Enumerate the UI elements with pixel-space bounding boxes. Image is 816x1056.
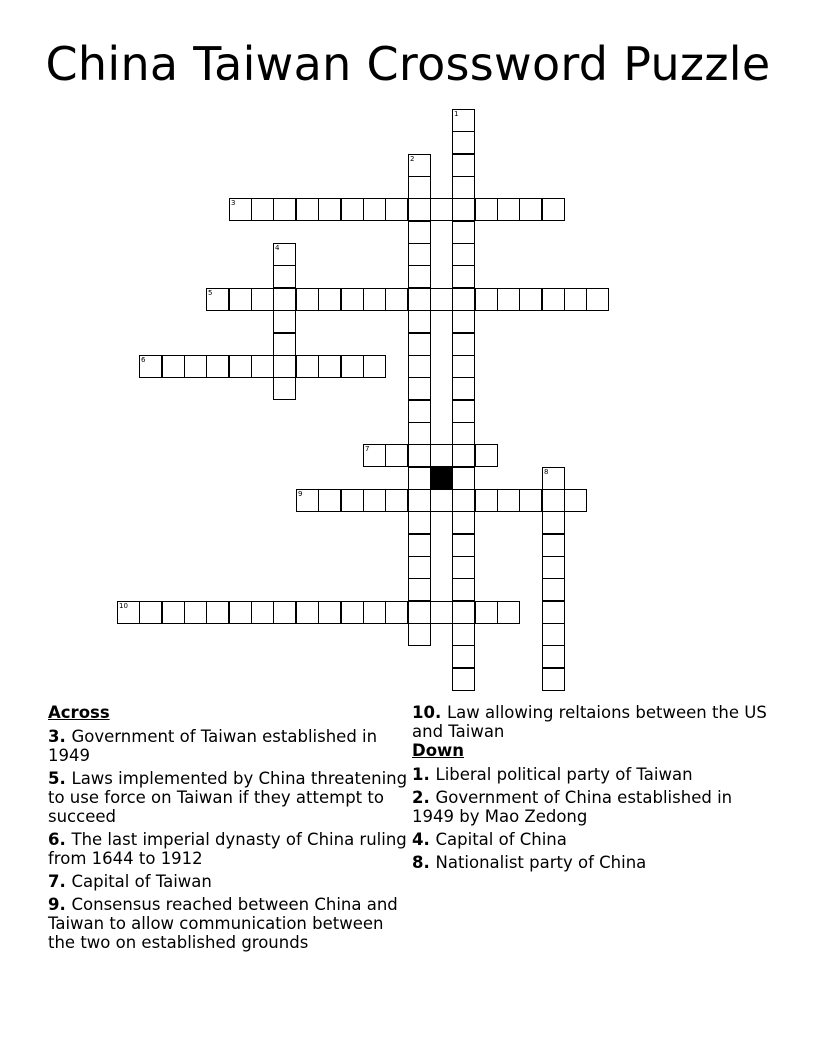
- grid-cell[interactable]: [273, 288, 296, 311]
- grid-cell[interactable]: [452, 198, 475, 221]
- grid-cell[interactable]: [452, 131, 475, 154]
- grid-cell[interactable]: [430, 444, 453, 467]
- grid-cell[interactable]: [519, 288, 542, 311]
- grid-cell[interactable]: [497, 198, 520, 221]
- grid-cell[interactable]: [452, 645, 475, 668]
- grid-cell[interactable]: [139, 355, 162, 378]
- cell-number: 6: [141, 356, 146, 364]
- grid-cell[interactable]: [408, 534, 431, 557]
- grid-cell[interactable]: [430, 601, 453, 624]
- clue-number: 4.: [412, 830, 436, 849]
- cell-number: 2: [410, 155, 415, 163]
- grid-cell[interactable]: [251, 601, 274, 624]
- across-clue: [48, 895, 408, 952]
- down-clue: [412, 853, 772, 872]
- grid-cell[interactable]: [251, 288, 274, 311]
- grid-cell[interactable]: [452, 176, 475, 199]
- clues-column-right: [412, 703, 772, 876]
- cell-number: 1: [454, 110, 459, 118]
- grid-cell[interactable]: [341, 489, 364, 512]
- cell-number: 4: [275, 244, 280, 252]
- across-clue: [48, 727, 408, 765]
- grid-cell[interactable]: [430, 198, 453, 221]
- black-cell: [430, 467, 453, 490]
- down-clue: [412, 830, 772, 849]
- grid-cell[interactable]: [519, 489, 542, 512]
- grid-cell[interactable]: [408, 601, 431, 624]
- clue-number: 6.: [48, 830, 72, 849]
- clue-text: Capital of Taiwan: [71, 872, 212, 891]
- grid-cell[interactable]: [452, 601, 475, 624]
- down-heading: Down: [412, 741, 465, 760]
- grid-cell[interactable]: [229, 198, 252, 221]
- grid-cell[interactable]: [162, 601, 185, 624]
- clue-number: 5.: [48, 769, 72, 788]
- grid-cell[interactable]: [452, 221, 475, 244]
- grid-cell[interactable]: [385, 601, 408, 624]
- grid-cell[interactable]: [586, 288, 609, 311]
- grid-cell[interactable]: [363, 444, 386, 467]
- grid-cell[interactable]: [408, 377, 431, 400]
- grid-cell[interactable]: [363, 288, 386, 311]
- grid-cell[interactable]: [229, 355, 252, 378]
- grid-cell[interactable]: [184, 601, 207, 624]
- grid-cell[interactable]: [452, 288, 475, 311]
- grid-cell[interactable]: [497, 489, 520, 512]
- grid-cell[interactable]: [273, 377, 296, 400]
- grid-cell[interactable]: [341, 198, 364, 221]
- grid-cell[interactable]: [273, 243, 296, 266]
- grid-cell[interactable]: [452, 578, 475, 601]
- cell-number: 9: [298, 490, 303, 498]
- grid-cell[interactable]: [542, 668, 565, 691]
- cell-number: 8: [544, 468, 549, 476]
- grid-cell[interactable]: [273, 265, 296, 288]
- clue-text: Government of Taiwan established in 1949: [48, 727, 378, 765]
- grid-cell[interactable]: [318, 198, 341, 221]
- grid-cell[interactable]: [452, 310, 475, 333]
- grid-cell[interactable]: [408, 578, 431, 601]
- grid-cell[interactable]: [542, 288, 565, 311]
- grid-cell[interactable]: [497, 601, 520, 624]
- grid-cell[interactable]: [385, 288, 408, 311]
- grid-cell[interactable]: [206, 355, 229, 378]
- cell-number: 5: [208, 289, 213, 297]
- grid-cell[interactable]: [475, 288, 498, 311]
- grid-cell[interactable]: [408, 154, 431, 177]
- grid-cell[interactable]: [564, 489, 587, 512]
- across-clue: [412, 703, 772, 741]
- grid-cell[interactable]: [430, 489, 453, 512]
- grid-cell[interactable]: [475, 601, 498, 624]
- grid-cell[interactable]: [206, 601, 229, 624]
- grid-cell[interactable]: [117, 601, 140, 624]
- grid-cell[interactable]: [363, 198, 386, 221]
- grid-cell[interactable]: [363, 489, 386, 512]
- grid-cell[interactable]: [564, 288, 587, 311]
- grid-cell[interactable]: [452, 511, 475, 534]
- grid-cell[interactable]: [542, 198, 565, 221]
- grid-cell[interactable]: [318, 489, 341, 512]
- grid-cell[interactable]: [296, 198, 319, 221]
- grid-cell[interactable]: [408, 355, 431, 378]
- grid-cell[interactable]: [408, 489, 431, 512]
- grid-cell[interactable]: [184, 355, 207, 378]
- grid-cell[interactable]: [408, 198, 431, 221]
- grid-cell[interactable]: [408, 176, 431, 199]
- clue-number: 3.: [48, 727, 72, 746]
- grid-cell[interactable]: [296, 489, 319, 512]
- grid-cell[interactable]: [452, 422, 475, 445]
- grid-cell[interactable]: [341, 288, 364, 311]
- grid-cell[interactable]: [452, 265, 475, 288]
- grid-cell[interactable]: [251, 355, 274, 378]
- clue-text: The last imperial dynasty of China ruling from 1644 to 1912: [48, 830, 407, 868]
- grid-cell[interactable]: [408, 422, 431, 445]
- grid-cell[interactable]: [385, 444, 408, 467]
- grid-cell[interactable]: [408, 556, 431, 579]
- grid-cell[interactable]: [452, 109, 475, 132]
- clue-number: 2.: [412, 788, 436, 807]
- grid-cell[interactable]: [363, 601, 386, 624]
- grid-cell[interactable]: [408, 333, 431, 356]
- grid-cell[interactable]: [229, 288, 252, 311]
- clue-text: Laws implemented by China threatening to use force on Taiwan if they attempt to succeed: [48, 769, 408, 826]
- grid-cell[interactable]: [408, 467, 431, 490]
- across-heading: Across: [48, 703, 110, 722]
- clue-number: 9.: [48, 895, 72, 914]
- grid-cell[interactable]: [408, 310, 431, 333]
- grid-cell[interactable]: [385, 198, 408, 221]
- grid-cell[interactable]: [273, 355, 296, 378]
- grid-cell[interactable]: [251, 198, 274, 221]
- across-clue: [48, 769, 408, 826]
- clues-column-left: [48, 703, 408, 956]
- grid-cell[interactable]: [273, 601, 296, 624]
- grid-cell[interactable]: [452, 534, 475, 557]
- grid-cell[interactable]: [452, 467, 475, 490]
- grid-cell[interactable]: [452, 243, 475, 266]
- grid-cell[interactable]: [542, 601, 565, 624]
- grid-cell[interactable]: [452, 444, 475, 467]
- grid-cell[interactable]: [318, 288, 341, 311]
- clue-number: 1.: [412, 765, 436, 784]
- grid-cell[interactable]: [475, 444, 498, 467]
- grid-cell[interactable]: [273, 198, 296, 221]
- grid-cell[interactable]: [542, 511, 565, 534]
- grid-cell[interactable]: [542, 645, 565, 668]
- grid-cell[interactable]: [542, 556, 565, 579]
- puzzle-title: China Taiwan Crossword Puzzle: [45, 37, 771, 91]
- grid-cell[interactable]: [318, 601, 341, 624]
- grid-cell[interactable]: [542, 534, 565, 557]
- clue-text: Capital of China: [435, 830, 567, 849]
- grid-cell[interactable]: [475, 489, 498, 512]
- grid-cell[interactable]: [452, 154, 475, 177]
- clue-number: 10.: [412, 703, 447, 722]
- grid-cell[interactable]: [542, 467, 565, 490]
- grid-cell[interactable]: [452, 668, 475, 691]
- grid-cell[interactable]: [452, 333, 475, 356]
- cell-number: 3: [231, 199, 236, 207]
- clue-text: Consensus reached between China and Taiwan to allow communication between the two on established grounds: [48, 895, 398, 952]
- clue-text: Liberal political party of Taiwan: [435, 765, 693, 784]
- clue-text: Nationalist party of China: [435, 853, 647, 872]
- grid-cell[interactable]: [408, 511, 431, 534]
- clue-number: 7.: [48, 872, 72, 891]
- grid-cell[interactable]: [341, 601, 364, 624]
- grid-cell[interactable]: [430, 288, 453, 311]
- grid-cell[interactable]: [408, 400, 431, 423]
- grid-cell[interactable]: [542, 489, 565, 512]
- grid-cell[interactable]: [542, 623, 565, 646]
- grid-cell[interactable]: [229, 601, 252, 624]
- grid-cell[interactable]: [519, 198, 542, 221]
- clue-number: 8.: [412, 853, 436, 872]
- grid-cell[interactable]: [408, 288, 431, 311]
- grid-cell[interactable]: [452, 489, 475, 512]
- cell-number: 10: [119, 602, 128, 610]
- cell-number: 7: [365, 445, 370, 453]
- grid-cell[interactable]: [363, 355, 386, 378]
- grid-cell[interactable]: [452, 377, 475, 400]
- grid-cell[interactable]: [341, 355, 364, 378]
- grid-cell[interactable]: [408, 444, 431, 467]
- grid-cell[interactable]: [408, 243, 431, 266]
- grid-cell[interactable]: [296, 355, 319, 378]
- grid-cell[interactable]: [296, 288, 319, 311]
- grid-cell[interactable]: [296, 601, 319, 624]
- down-clue: [412, 765, 772, 784]
- clue-text: Law allowing reltaions between the US and Taiwan: [412, 703, 767, 741]
- grid-cell[interactable]: [542, 578, 565, 601]
- grid-cell[interactable]: [273, 310, 296, 333]
- grid-cell[interactable]: [497, 288, 520, 311]
- clue-text: Government of China established in 1949 by Mao Zedong: [412, 788, 733, 826]
- grid-cell[interactable]: [206, 288, 229, 311]
- grid-cell[interactable]: [452, 556, 475, 579]
- grid-cell[interactable]: [408, 265, 431, 288]
- grid-cell[interactable]: [452, 400, 475, 423]
- grid-cell[interactable]: [408, 221, 431, 244]
- grid-cell[interactable]: [408, 623, 431, 646]
- grid-cell[interactable]: [452, 355, 475, 378]
- grid-cell[interactable]: [162, 355, 185, 378]
- grid-cell[interactable]: [452, 623, 475, 646]
- across-clue: [48, 872, 408, 891]
- grid-cell[interactable]: [139, 601, 162, 624]
- across-clue: [48, 830, 408, 868]
- grid-cell[interactable]: [385, 489, 408, 512]
- down-clue: [412, 788, 772, 826]
- grid-cell[interactable]: [273, 333, 296, 356]
- grid-cell[interactable]: [475, 198, 498, 221]
- grid-cell[interactable]: [318, 355, 341, 378]
